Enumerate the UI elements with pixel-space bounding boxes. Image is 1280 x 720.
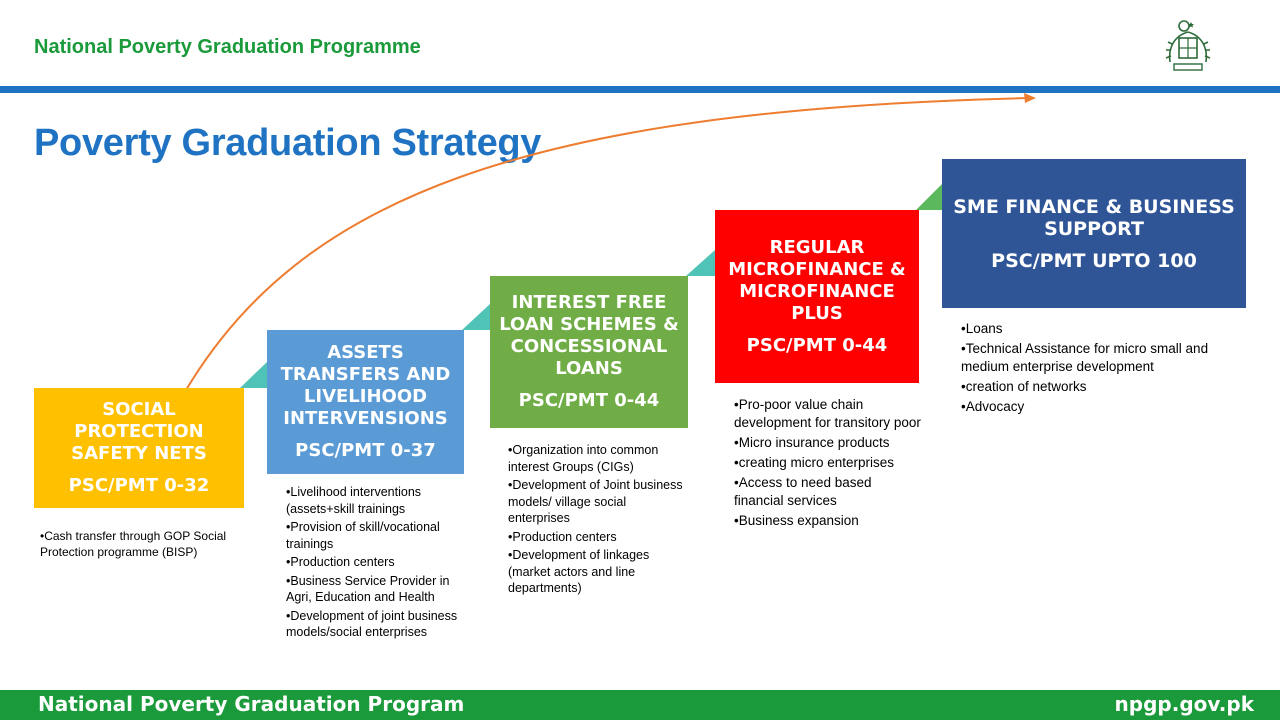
list-item: •Provision of skill/vocational trainings [286,520,440,551]
footer-bar [0,690,1280,720]
list-item: •creation of networks [961,379,1087,394]
list-item: •Business Service Provider in Agri, Education and Health [286,573,450,604]
connector-2-3 [462,304,490,330]
slide-title: Poverty Graduation Strategy [34,122,542,164]
step-psc: PSC/PMT 0-44 [518,390,660,411]
step-sme-finance [942,159,1246,308]
step-interest-free-loans [490,276,688,428]
list-item: •Advocacy [961,399,1025,414]
step-psc: PSC/PMT 0-37 [295,440,436,461]
footer-program-name: National Poverty Graduation Program [38,692,465,716]
bullet-list-step-5 [961,320,1251,418]
bullet-list-step-2 [286,484,466,643]
list-item: •Access to need based financial services [734,475,872,508]
footer-website-link[interactable]: npgp.gov.pk [1114,692,1254,716]
arrow-head [1024,93,1036,103]
bullet-list-step-3 [508,442,688,599]
bullet-list-step-1 [40,528,250,562]
step-assets-transfers [267,330,464,474]
list-item: •Pro-poor value chain development for transitory poor [734,397,921,430]
list-item: •Development of linkages (market actors and line departments) [508,548,650,595]
list-item: •Micro insurance products [734,435,890,450]
connector-3-4 [686,250,715,276]
connector-1-2 [240,362,267,388]
step-psc: PSC/PMT UPTO 100 [991,249,1197,272]
list-item: •Development of joint business models/social enterprises [286,608,458,639]
step-title: SOCIAL PROTECTION SAFETY NETS [71,399,207,464]
list-item: •Production centers [508,529,617,544]
header-divider [0,86,1280,93]
step-title: INTEREST FREE LOAN SCHEMES & CONCESSIONAL LOANS [499,292,679,379]
list-item: •creating micro enterprises [734,455,895,470]
list-item: •Loans [961,321,1003,336]
bullet-list-step-4 [734,396,924,532]
connector-4-5 [916,184,942,210]
list-item: •Production centers [286,555,395,569]
step-social-protection [34,388,244,508]
list-item: •Cash transfer through GOP Social Protection programme (BISP) [40,529,227,559]
state-emblem-icon [1160,18,1216,80]
list-item: •Livelihood interventions (assets+skill trainings [286,485,422,516]
step-psc: PSC/PMT 0-44 [746,334,888,356]
step-psc: PSC/PMT 0-32 [68,475,210,496]
list-item: •Business expansion [734,513,859,528]
step-title: SME FINANCE & BUSINESS SUPPORT [953,195,1235,240]
list-item: •Organization into common interest Groups (CIGs) [508,443,659,474]
list-item: •Technical Assistance for micro small and medium enterprise development [961,341,1209,374]
step-regular-microfinance [715,210,919,383]
step-title: ASSETS TRANSFERS AND LIVELIHOOD INTERVENSIONS [280,342,451,429]
header-title: National Poverty Graduation Programme [34,36,421,58]
step-title: REGULAR MICROFINANCE & MICROFINANCE PLUS [728,236,906,324]
list-item: •Development of Joint business models/ village social enterprises [508,478,683,525]
